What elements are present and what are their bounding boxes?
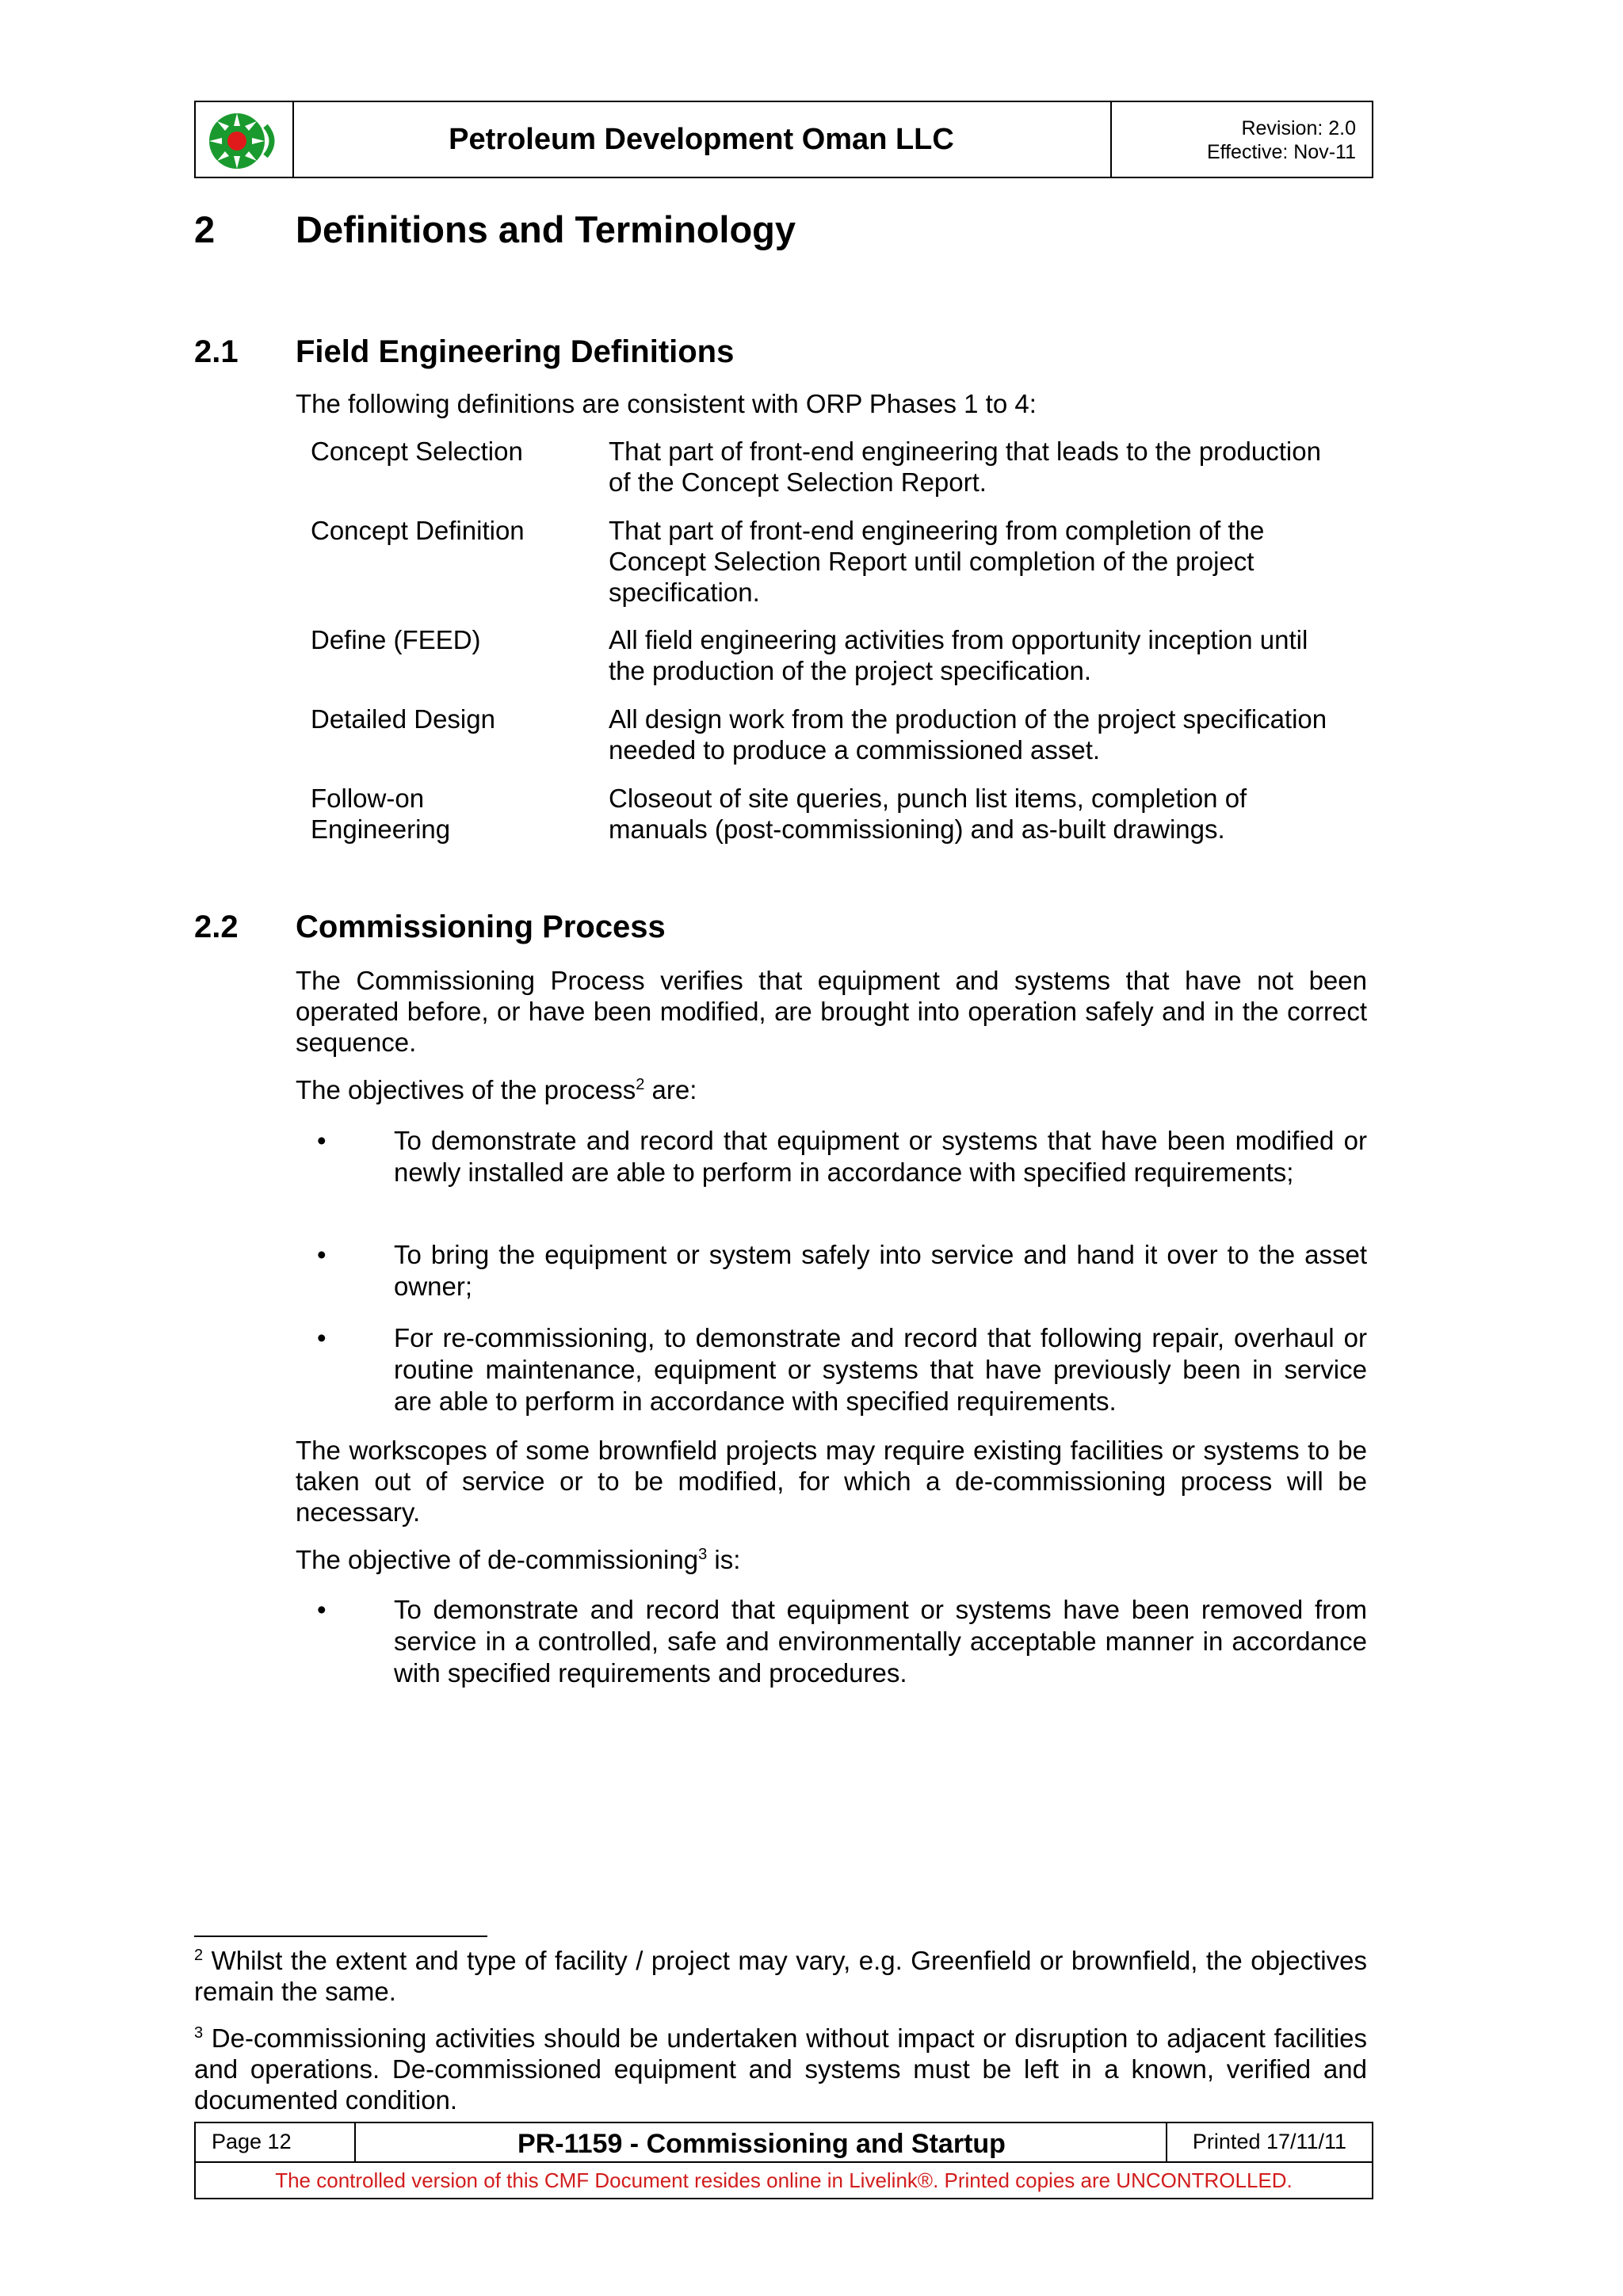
- company-name: Petroleum Development Oman LLC: [292, 102, 1112, 177]
- revision-info: [1112, 102, 1370, 177]
- commissioning-paragraph: The Commissioning Process verifies that equipment and systems that have not been operated before, or have been modified, are brought into operation safely and in the correct sequence.: [296, 966, 1367, 1057]
- decom-lead-tail: is:: [707, 1545, 741, 1574]
- document-footer: [194, 2122, 1373, 2199]
- footnote: [194, 1945, 1367, 2007]
- bullet-item: For re-commissioning, to demonstrate and record that following repair, overhaul or routine maintenance, equipment or systems that have previously been in service are able to perform in accordance with specified requirements.: [394, 1323, 1367, 1416]
- bullet-icon: •: [317, 1595, 327, 1624]
- definition-description: All field engineering activities from opportunity inception until the production of the project specification.: [609, 625, 1308, 685]
- footnote-ref[interactable]: 2: [636, 1076, 645, 1093]
- bullet-item: To bring the equipment or system safely into service and hand it over to the asset owner;: [394, 1240, 1367, 1301]
- section-title: Definitions and Terminology: [296, 208, 796, 250]
- definition-term: Concept Definition: [311, 516, 525, 545]
- subsection-title: Commissioning Process: [296, 910, 666, 944]
- decom-lead-text: The objective of de-commissioning: [296, 1545, 699, 1574]
- logo-cell: [196, 102, 294, 177]
- document-header: [194, 101, 1373, 178]
- definition-description: That part of front-end engineering that leads to the production of the Concept Selection Report.: [609, 437, 1321, 497]
- decommissioning-lead: [296, 1544, 740, 1575]
- footnote-number: 2: [194, 1947, 204, 1964]
- brownfield-paragraph: The workscopes of some brownfield projects may require existing facilities or systems to be taken out of service or to be modified, for which a de-commissioning process will be necessary.: [296, 1436, 1367, 1527]
- definition-description: All design work from the production of the project specification needed to produce a commissioned asset.: [609, 704, 1327, 765]
- bullet-icon: •: [317, 1126, 327, 1155]
- printed-date: Printed 17/11/11: [1192, 2130, 1347, 2153]
- definition-term: Define (FEED): [311, 625, 481, 654]
- footnote-text: Whilst the extent and type of facility / project may vary, e.g. Greenfield or brownfield, the objectives remain the same.: [194, 1946, 1367, 2006]
- objectives-lead-tail: are:: [644, 1075, 697, 1104]
- document-title: PR-1159 - Commissioning and Startup: [357, 2123, 1167, 2161]
- page-number: Page 12: [196, 2123, 356, 2161]
- definition-term: Detailed Design: [311, 704, 495, 734]
- bullet-item: To demonstrate and record that equipment or systems have been removed from service in a controlled, safe and environmentally acceptable manner in accordance with specified requirements and procedures.: [394, 1595, 1367, 1688]
- subsection-title: Field Engineering Definitions: [296, 334, 735, 369]
- objectives-lead: [296, 1074, 697, 1105]
- definition-description: Closeout of site queries, punch list items, completion of manuals (post-commissioning) and as-built drawings.: [609, 784, 1247, 844]
- bullet-item: To demonstrate and record that equipment or systems that have been modified or newly installed are able to perform in accordance with specified requirements;: [394, 1126, 1367, 1187]
- pdo-logo-icon: [196, 102, 292, 177]
- footnote: [194, 2023, 1367, 2115]
- effective-date: Effective: Nov-11: [1206, 141, 1356, 163]
- definition-description: That part of front-end engineering from completion of the Concept Selection Report until completion of the project specification.: [609, 516, 1265, 607]
- section-number: 2: [194, 208, 216, 250]
- uncontrolled-notice: The controlled version of this CMF Document resides online in Livelink®. Printed copies are UNCONTROLLED.: [275, 2168, 1293, 2192]
- definition-term: Concept Selection: [311, 437, 523, 466]
- footnote-number: 3: [194, 2024, 204, 2042]
- subsection-number: 2.2: [194, 910, 239, 944]
- definitions-intro: The following definitions are consistent with ORP Phases 1 to 4:: [296, 389, 1037, 418]
- footnote-text: De-commissioning activities should be undertaken without impact or disruption to adjacent facilities and operations. De-commissioned equipment and systems must be left in a known, verified and documented condition.: [194, 2023, 1367, 2115]
- bullet-icon: •: [317, 1323, 327, 1352]
- footnote-ref[interactable]: 3: [698, 1546, 708, 1563]
- bullet-icon: •: [317, 1240, 327, 1269]
- footer-info-row: [196, 2123, 1372, 2163]
- footnote-divider: [194, 1936, 487, 1937]
- objectives-lead-text: The objectives of the process: [296, 1075, 636, 1104]
- subsection-number: 2.1: [194, 334, 239, 369]
- revision-label: Revision: 2.0: [1241, 117, 1356, 139]
- definition-term: Follow-on Engineering: [311, 784, 451, 844]
